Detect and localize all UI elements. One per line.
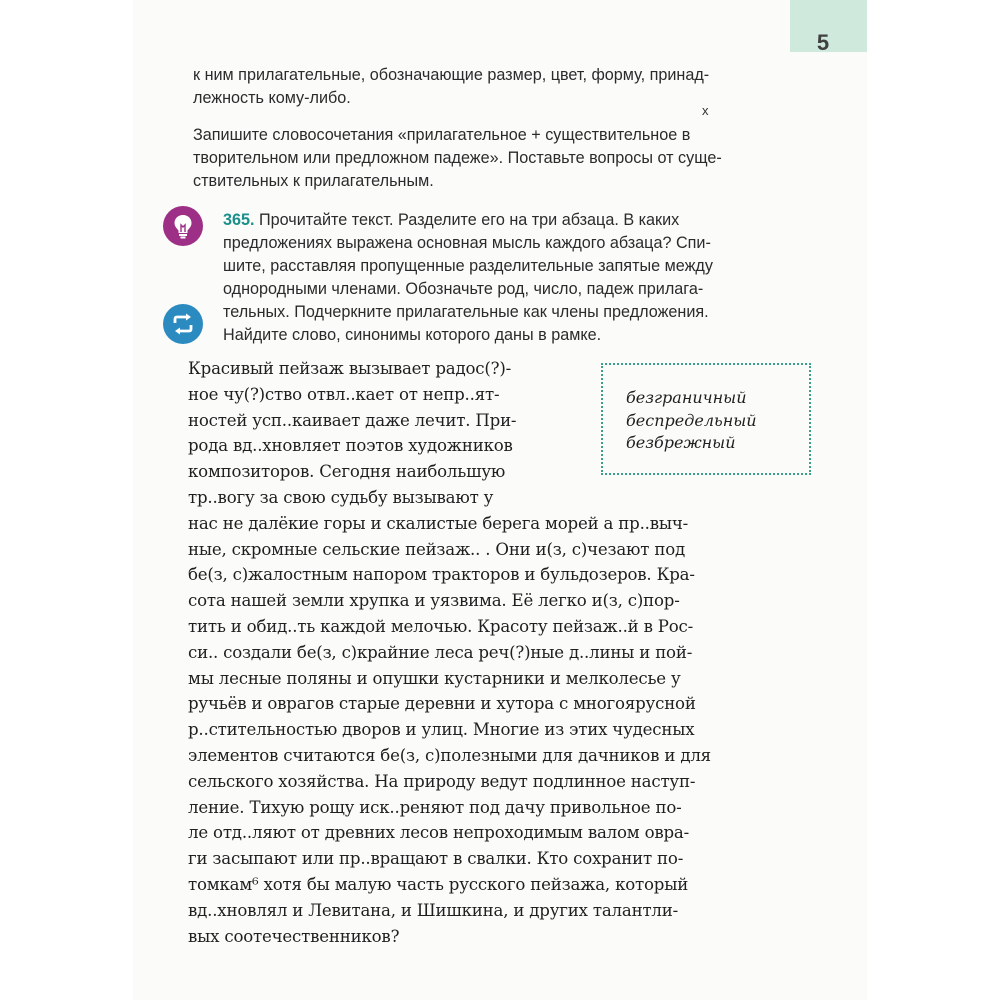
synonym-word: безбрежный <box>626 433 736 452</box>
synonym-list <box>626 387 757 455</box>
text-line: нас не далёкие горы и скалистые берега морей а пр..выч- <box>188 513 689 533</box>
text-line: ги засыпают или пр..вращают в свалки. Кто сохранит по- <box>188 849 684 869</box>
text-line: бе(з, с)жалостным напором тракторов и бульдозеров. Кра- <box>188 565 695 585</box>
task-line: Запишите словосочетания «прилагательное + существительное в <box>193 126 691 144</box>
intro-line: к ним прилагательные, обозначающие размер, цвет, форму, принад- <box>193 66 710 84</box>
synonym-word: безграничный <box>626 388 747 407</box>
text-line: ное чу(?)ство отвл..кает от непр..ят- <box>188 384 500 404</box>
text-line: Красивый пейзаж вызывает радос(?)- <box>188 359 512 378</box>
stray-mark: х <box>702 103 709 118</box>
text-line: вых соотечественников? <box>188 926 400 946</box>
exercise-first-line <box>223 209 823 232</box>
refresh-icon <box>163 304 203 344</box>
lightbulb-icon <box>163 206 203 246</box>
text-line: сота нашей земли хрупка и уязвима. Её легко и(з, с)пор- <box>188 591 680 611</box>
exercise-line: шите, расставляя пропущенные разделительные запятые между <box>223 257 713 275</box>
text-line: ностей усп..каивает даже лечит. При- <box>188 410 517 430</box>
text-line: тр..вогу за свою судьбу вызывают у <box>188 487 494 507</box>
exercise-line: предложениях выражена основная мысль каждого абзаца? Спи- <box>223 234 711 252</box>
intro-line: лежность кому-либо. <box>193 89 351 107</box>
text-line: тить и обид..ть каждой мелочью. Красоту пейзаж..й в Рос- <box>188 616 694 636</box>
text-line: ные, скромные сельские пейзаж.. . Они и(з, с)чезают под <box>188 539 686 559</box>
text-line: элементов считаются бе(з, с)полезными для дачников и для <box>188 745 711 765</box>
task-line: творительном или предложном падеже». Поставьте вопросы от суще- <box>193 149 722 167</box>
text-line: томкам⁶ хотя бы малую часть русского пейзажа, который <box>188 874 689 894</box>
text-line: сельского хозяйства. На природу ведут подлинное наступ- <box>188 771 696 791</box>
text-line: р..стительностью дворов и улиц. Многие из этих чудесных <box>188 720 695 740</box>
text-line: ручьёв и оврагов старые деревни и хутора с многоярусной <box>188 694 696 714</box>
text-line: рода вд..хновляет поэтов художников <box>188 436 513 456</box>
text-line: мы лесные поляны и опушки кустарники и мелколесье у <box>188 668 681 688</box>
synonym-word: беспредельный <box>626 410 757 430</box>
exercise-365 <box>223 209 823 347</box>
exercise-line: Найдите слово, синонимы которого даны в рамке. <box>223 326 602 344</box>
task-paragraph <box>193 124 823 193</box>
text-line: си.. создали бе(з, с)крайние леса реч(?)ные д..лины и пой- <box>188 642 693 662</box>
page-number: 5 <box>816 30 830 55</box>
text-line: ле отд..ляют от древних лесов непроходимым валом овра- <box>188 823 690 843</box>
text-line: ление. Тихую рощу иск..реняют под дачу привольное по- <box>188 797 682 817</box>
intro-paragraph <box>193 64 823 110</box>
exercise-line: однородными членами. Обозначьте род, число, падеж прилага- <box>223 280 704 298</box>
exercise-line: Прочитайте текст. Разделите его на три абзаца. В каких <box>254 211 680 229</box>
task-line: ствительных к прилагательным. <box>193 172 434 190</box>
text-line: вд..хновлял и Левитана, и Шишкина, и других талантли- <box>188 900 679 920</box>
text-line: композиторов. Сегодня наибольшую <box>188 462 506 482</box>
exercise-number: 365. <box>223 211 255 229</box>
exercise-line: тельных. Подчеркните прилагательные как члены предложения. <box>223 303 709 321</box>
